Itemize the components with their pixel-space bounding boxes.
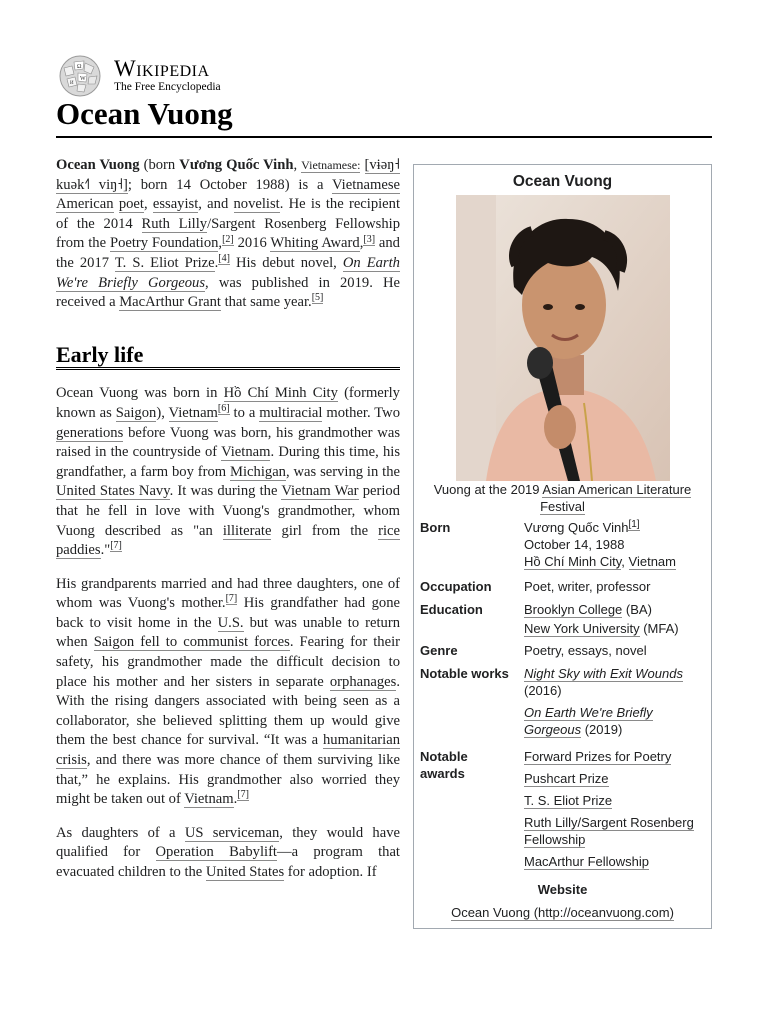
link-eliot-prize[interactable]: T. S. Eliot Prize [114, 254, 215, 271]
subject-name: Ocean Vuong [56, 157, 140, 173]
early-life-paragraph-1 [56, 384, 400, 560]
text-span: girl from the [271, 522, 379, 539]
intro-paragraph: Ocean Vuong (born Vương Quốc Vinh, Vietnamese: [vɨəŋ˧ kuək˧˥ viŋ˧]; born 14 October 1988) is a Vietnamese American poet, essayist, and novelist. He is the recipient of the 2014 Ruth Lilly/Sargent Rosenberg Fellowship from the Poetry Foundation,[2] 2016 Whiting Award,[3] and the 2017 T. S. Eliot Prize.[4] His debut novel, On Earth We're Briefly Gorgeous, was published in 2019. He received a MacArthur Grant that same year.[5] [56, 157, 401, 311]
text-span: period that he fell in love with Vuong's grandmother, whom Vuong described as "an [56, 483, 400, 539]
text-span: for adoption. If [284, 864, 377, 880]
link-multiracial[interactable]: multiracial [259, 404, 323, 421]
text-span: ; born 14 October 1988) is a [127, 176, 332, 193]
reference-6[interactable]: [6] [217, 403, 230, 415]
text-span: . [233, 791, 238, 808]
text-span: Ocean Vuong was born in [56, 385, 224, 402]
link-rice-paddies[interactable]: rice paddies [56, 522, 400, 559]
link-vietnam[interactable]: Vietnam [168, 404, 218, 421]
text-span: , was serving in the [285, 463, 400, 480]
reference-1[interactable]: [1] [628, 518, 640, 530]
wikipedia-wordmark[interactable]: Wikipedia [114, 56, 210, 81]
text-span: His grandfather had gone back to visit home in the [56, 595, 401, 631]
link-illiterate[interactable]: illiterate [222, 522, 272, 539]
text-span: —a program that evacuated children to the [56, 844, 400, 880]
education-entry [524, 620, 708, 637]
article-body [56, 156, 400, 897]
award-item [524, 814, 708, 848]
text-span: . It was during the [169, 483, 282, 500]
link-born-city[interactable]: Hồ Chí Minh City [524, 554, 622, 569]
link-brooklyn-college[interactable]: Brooklyn College [524, 602, 623, 617]
link-ho-chi-minh-city[interactable]: Hồ Chí Minh City [223, 385, 338, 402]
work-year: (2016) [524, 683, 562, 698]
link-michigan[interactable]: Michigan [230, 463, 286, 480]
award-item [524, 770, 708, 787]
link-poetry-foundation[interactable]: Poetry Foundation [109, 235, 219, 252]
text-span: . He is the recipient of the 2014 [56, 196, 401, 232]
born-place [524, 553, 708, 570]
text-span: (MFA) [639, 621, 679, 636]
text-span: and the 2017 [56, 235, 400, 271]
born-date: October 14, 1988 [524, 537, 625, 552]
born-name-line [524, 519, 708, 536]
text-span: , [621, 554, 629, 569]
award-item [524, 853, 708, 870]
link-macarthur-grant[interactable]: MacArthur Grant [119, 294, 221, 311]
link-vietnam-3[interactable]: Vietnam [184, 791, 234, 808]
svg-text:W: W [80, 76, 86, 82]
infobox-label-occupation: Occupation [420, 579, 492, 594]
infobox-label-awards: Notable awards [420, 749, 468, 781]
link-award-ruth-lilly[interactable]: Ruth Lilly/Sargent Rosenberg Fellowship [524, 815, 694, 847]
section-heading-early-life: Early life [56, 345, 400, 371]
education-entry [524, 601, 708, 618]
award-item [524, 792, 708, 809]
link-vietnam-war[interactable]: Vietnam War [281, 483, 359, 500]
link-whiting-award[interactable]: Whiting Award [270, 235, 360, 252]
link-vietnamese-language[interactable]: Vietnamese: [301, 158, 361, 172]
link-saigon[interactable]: Saigon [115, 404, 157, 421]
text-span: , and [198, 196, 234, 213]
born-name: Vương Quốc Vinh [524, 520, 629, 535]
text-span: , [293, 157, 302, 173]
infobox-value-genre: Poetry, essays, novel [524, 643, 647, 658]
native-name: Vương Quốc Vinh [179, 157, 294, 173]
infobox-value-awards [524, 748, 708, 870]
text-span: Vuong at the 2019 [433, 482, 543, 497]
reference-2[interactable]: [2] [222, 233, 234, 245]
link-ruth-lilly[interactable]: Ruth Lilly [141, 215, 208, 232]
link-us[interactable]: U.S. [217, 614, 244, 631]
link-novelist[interactable]: novelist [233, 196, 280, 213]
text-span: (BA) [622, 602, 652, 617]
link-award-macarthur[interactable]: MacArthur Fellowship [524, 854, 649, 869]
link-essayist[interactable]: essayist [152, 196, 199, 213]
link-united-states-navy[interactable]: United States Navy [56, 483, 170, 500]
reference-7[interactable]: [7] [225, 593, 238, 605]
infobox-title: Ocean Vuong [512, 173, 613, 190]
link-generations[interactable]: generations [56, 424, 124, 441]
infobox-label-born: Born [420, 520, 451, 535]
page-title: Ocean Vuong [56, 96, 712, 138]
reference-7[interactable]: [7] [110, 540, 122, 552]
link-operation-babylift[interactable]: Operation Babylift [155, 844, 277, 861]
infobox-label-works: Notable works [420, 666, 509, 681]
reference-4[interactable]: [4] [218, 253, 230, 265]
link-vietnamese-american[interactable]: Vietnamese American [56, 176, 401, 213]
site-header [56, 54, 716, 98]
text-span: His debut novel, [229, 254, 343, 271]
link-ipa[interactable]: [vɨəŋ˧ kuək˧˥ viŋ˧] [56, 157, 400, 193]
text-span: before Vuong was born, his grandmother was raised in the countryside of [56, 424, 400, 461]
infobox-value-website [414, 904, 711, 921]
text-span: (born [139, 157, 180, 173]
link-humanitarian-crisis[interactable]: humanitarian crisis [56, 732, 400, 769]
infobox-value-occupation: Poet, writer, professor [524, 579, 651, 594]
text-span: mother. Two [322, 404, 401, 421]
link-award-eliot[interactable]: T. S. Eliot Prize [524, 793, 613, 808]
text-span: . Fearing for their safety, his grandmother made the difficult decision to place his mother and her sisters in separate [56, 634, 400, 690]
text-span: As daughters of a [56, 824, 185, 841]
reference-3[interactable]: [3] [363, 233, 376, 245]
link-fall-of-saigon[interactable]: Saigon fell to communist forces [93, 634, 290, 651]
work-entry [524, 704, 708, 738]
reference-7[interactable]: [7] [237, 789, 249, 801]
link-orphanages[interactable]: orphanages [329, 673, 397, 690]
text-span: , they would have qualified for [56, 824, 400, 861]
text-span: /Sargent Rosenberg Fellowship from the [56, 215, 401, 252]
text-span: ), [156, 404, 169, 421]
text-span: His grandparents married and had three daughters, one of whom was Vuong's mother. [56, 575, 400, 612]
svg-text:И: И [70, 81, 74, 86]
text-span: . With the rising dangers associated with being seen as a collaborator, she believed splitting them up would give them the best chance for survival. “It was a [56, 673, 400, 749]
infobox-value-works [524, 665, 708, 738]
infobox-label-education: Education [420, 602, 483, 617]
link-website[interactable]: Ocean Vuong (http://oceanvuong.com) [451, 905, 674, 920]
infobox-label-genre: Genre [420, 643, 458, 658]
text-span: 2016 [233, 235, 271, 252]
link-poet[interactable]: poet [118, 196, 144, 213]
text-span: . During this time, his grandfather, a farm boy from [56, 444, 400, 480]
link-award-forward-prizes[interactable]: Forward Prizes for Poetry [524, 749, 672, 764]
link-vietnam-2[interactable]: Vietnam [221, 444, 271, 461]
svg-text:Ω: Ω [77, 64, 82, 70]
text-span: , and there was more chance of them surviving like that,” he explains. His grandmother also worried they might be taken out of [56, 752, 400, 808]
link-award-pushcart[interactable]: Pushcart Prize [524, 771, 609, 786]
infobox-value-born [524, 519, 708, 570]
text-span: (formerly known as [56, 385, 400, 421]
infobox-value-education [524, 601, 708, 637]
text-span: that same year. [220, 294, 312, 311]
link-asian-american-literature-festival[interactable]: Asian American Literature Festival [540, 482, 692, 514]
reference-5[interactable]: [5] [311, 292, 324, 304]
photo-caption [422, 481, 703, 515]
text-span: but was unable to return when [56, 614, 400, 651]
work-year: (2019) [581, 722, 623, 737]
link-united-states[interactable]: United States [205, 864, 285, 880]
wikipedia-globe-icon[interactable] [56, 54, 104, 98]
wikipedia-tagline: The Free Encyclopedia [114, 81, 221, 93]
link-debut-novel[interactable]: On Earth We're Briefly Gorgeous [56, 254, 400, 291]
text-span: to a [229, 404, 260, 421]
link-born-country[interactable]: Vietnam [628, 554, 676, 569]
early-life-paragraph-2 [56, 575, 400, 810]
link-us-serviceman[interactable]: US serviceman [184, 824, 280, 841]
text-span: , was published in 2019. He received a [56, 274, 400, 311]
award-item [524, 748, 708, 765]
infobox-label-website: Website [537, 882, 588, 897]
link-on-earth[interactable]: On Earth We're Briefly Gorgeous [524, 705, 653, 737]
work-entry [524, 665, 708, 682]
portrait-image [456, 195, 670, 481]
link-new-york-university[interactable]: New York University [524, 621, 640, 636]
early-life-paragraph-3 [56, 824, 400, 883]
portrait-photo[interactable] [456, 195, 670, 481]
infobox [413, 164, 712, 929]
link-night-sky[interactable]: Night Sky with Exit Wounds [524, 666, 683, 681]
text-span: ." [100, 542, 111, 559]
